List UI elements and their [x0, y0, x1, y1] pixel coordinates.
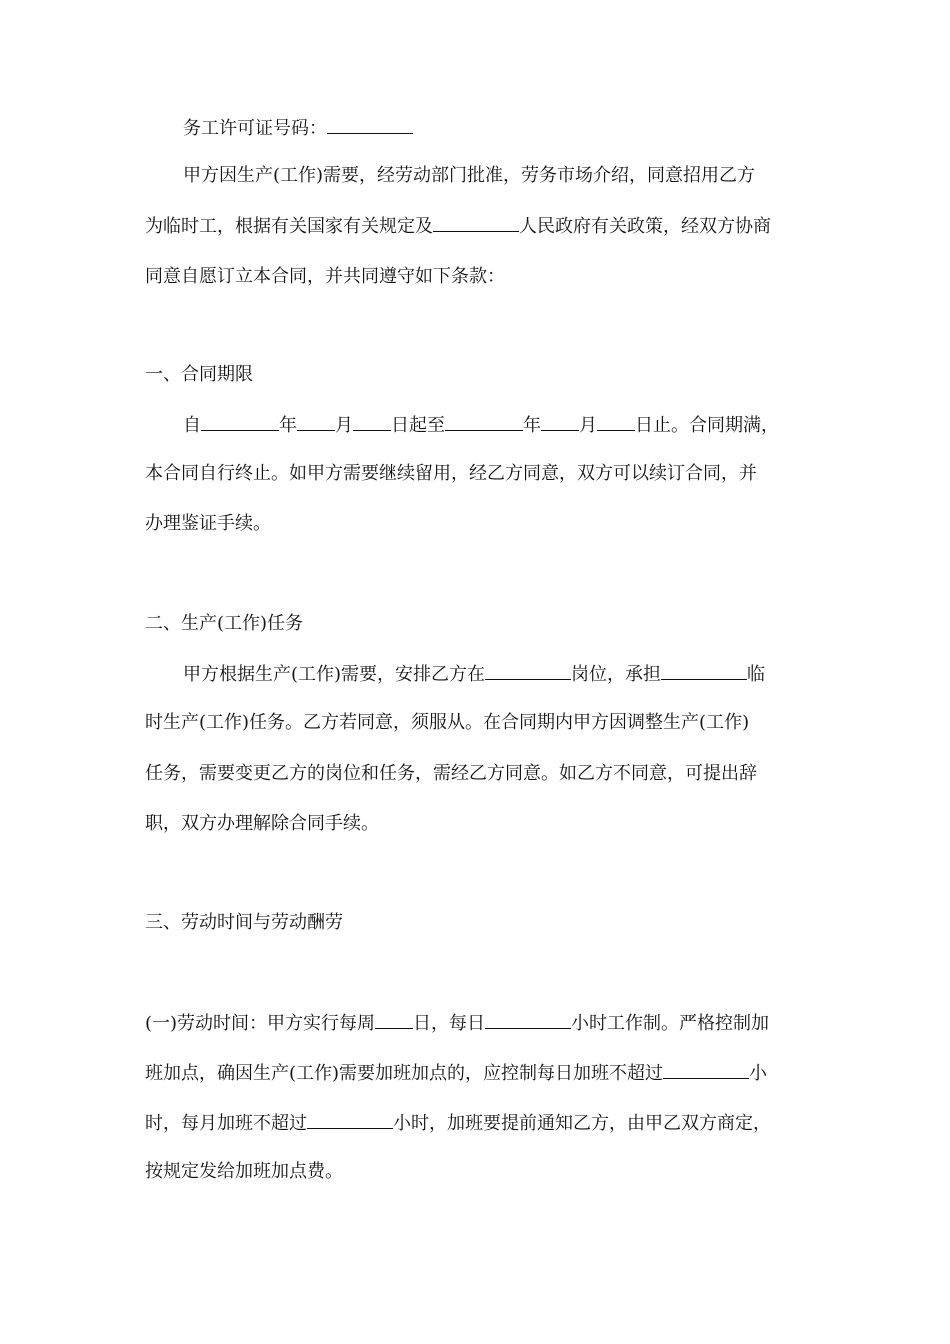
intro-line-1: 甲方因生产(工作)需要，经劳动部门批准，劳务市场介绍，同意招用乙方 — [183, 165, 756, 186]
term-text: 月 — [579, 415, 597, 436]
term-text: 日止。合同期满， — [635, 415, 779, 436]
daily-overtime-blank — [663, 1060, 749, 1079]
intro-text: 人民政府有关政策，经双方协商 — [519, 216, 771, 237]
hours-text: (一)劳动时间：甲方实行每周 — [145, 1013, 376, 1034]
section-heading-term: 一、合同期限 — [145, 364, 253, 385]
days-per-week-blank — [375, 1010, 413, 1029]
intro-line-3: 同意自愿订立本合同，并共同遵守如下条款： — [145, 266, 505, 287]
task-line-1 — [183, 661, 765, 687]
hours-text: 小时，加班要提前通知乙方，由甲乙双方商定， — [393, 1113, 771, 1134]
term-line-2: 本合同自行终止。如甲方需要继续留用，经乙方同意，双方可以续订合同，并 — [145, 463, 757, 484]
intro-text: 为临时工，根据有关国家有关规定及 — [145, 216, 433, 237]
task-blank — [661, 661, 747, 680]
hours-text: 班加点，确因生产(工作)需要加班加点的，应控制每日加班不超过 — [145, 1063, 664, 1084]
task-line-3: 任务，需要变更乙方的岗位和任务，需经乙方同意。如乙方不同意，可提出辞 — [145, 763, 757, 784]
hours-text: 日，每日 — [413, 1013, 486, 1034]
section-heading-task: 二、生产(工作)任务 — [145, 613, 304, 634]
task-line-4: 职，双方办理解除合同手续。 — [145, 813, 379, 834]
task-text: 岗位，承担 — [571, 664, 662, 685]
term-text: 日起至 — [391, 415, 445, 436]
hours-text: 小时工作制。严格控制加 — [571, 1013, 770, 1034]
task-line-2: 时生产(工作)任务。乙方若同意，须服从。在合同期内甲方因调整生产(工作) — [145, 712, 750, 733]
term-text: 年 — [279, 415, 297, 436]
term-text: 月 — [335, 415, 353, 436]
permit-label: 务工许可证号码： — [183, 118, 327, 139]
hours-text: 小 — [749, 1063, 768, 1084]
start-day-blank — [353, 412, 391, 431]
end-day-blank — [597, 412, 635, 431]
government-blank — [433, 213, 519, 232]
hours-line-1 — [145, 1010, 769, 1036]
end-year-blank — [445, 412, 523, 431]
term-line-3: 办理鉴证手续。 — [145, 513, 271, 534]
hours-line-3 — [145, 1110, 771, 1136]
task-text: 甲方根据生产(工作)需要，安排乙方在 — [183, 664, 486, 685]
permit-number-blank — [327, 115, 413, 134]
hours-per-day-blank — [485, 1010, 571, 1029]
post-blank — [485, 661, 571, 680]
intro-line-2 — [145, 213, 771, 239]
monthly-overtime-blank — [307, 1110, 393, 1129]
task-text: 临 — [747, 664, 766, 685]
start-year-blank — [201, 412, 279, 431]
hours-text: 时，每月加班不超过 — [145, 1113, 307, 1134]
term-text: 年 — [523, 415, 541, 436]
section-heading-hours-pay: 三、劳动时间与劳动酬劳 — [145, 912, 343, 933]
start-month-blank — [297, 412, 335, 431]
term-text: 自 — [183, 415, 201, 436]
term-line-1 — [183, 412, 779, 438]
end-month-blank — [541, 412, 579, 431]
hours-line-4: 按规定发给加班加点费。 — [145, 1161, 343, 1182]
hours-line-2 — [145, 1060, 767, 1086]
permit-number-line — [183, 115, 413, 141]
